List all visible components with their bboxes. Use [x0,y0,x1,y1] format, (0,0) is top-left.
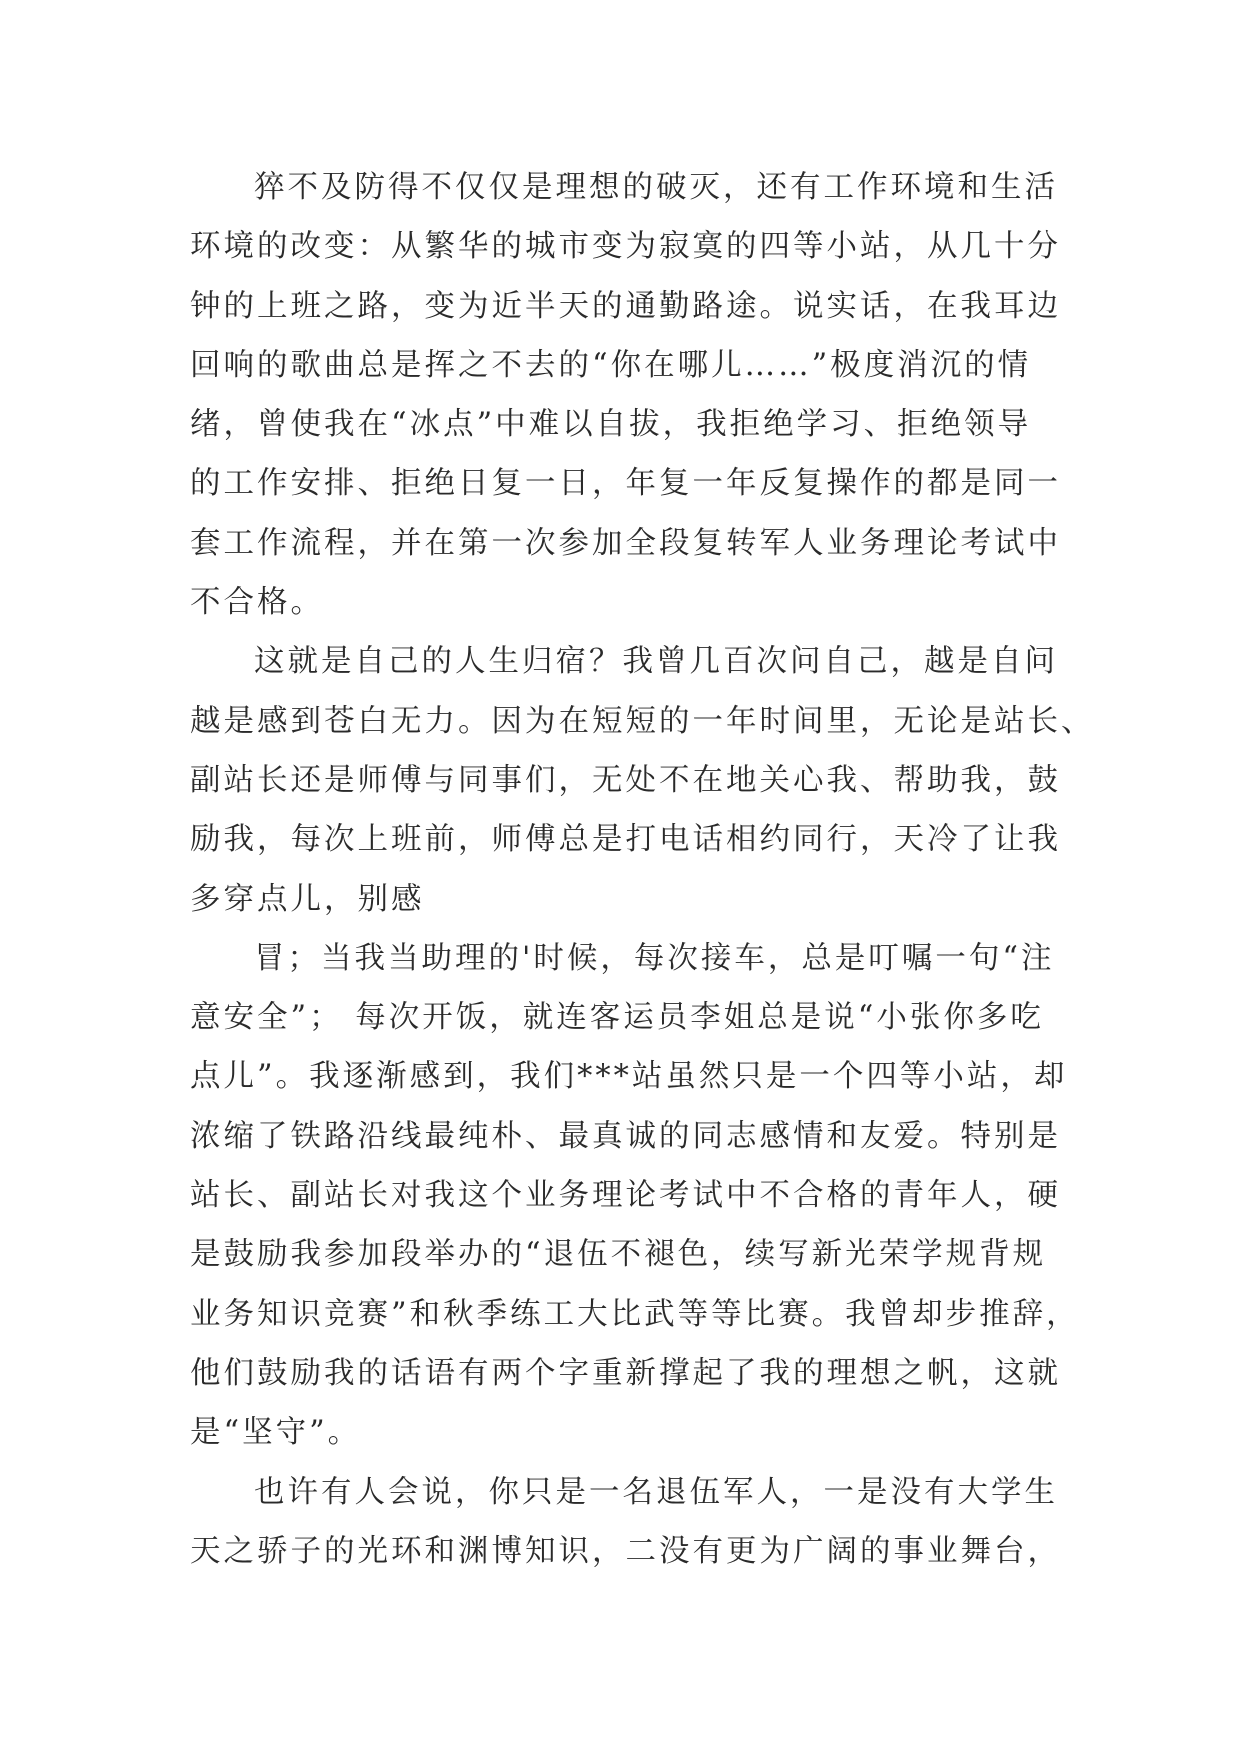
document-body [190,158,1095,1581]
paragraph [190,158,1070,632]
text-line: 站长、副站长对我这个业务理论考试中不合格的青年人，硬 [190,1178,1061,1214]
text-line: 浓缩了铁路沿线最纯朴、最真诚的同志感情和友爱。特别是 [190,1118,1061,1154]
text-line: 点儿”。我逐渐感到，我们***站虽然只是一个四等小站，却 [190,1059,1068,1095]
text-line: 他们鼓励我的话语有两个字重新撑起了我的理想之帆，这就 [190,1355,1061,1391]
text-line: 是“坚守”。 [190,1415,362,1451]
text-line: 是鼓励我参加段举办的“退伍不褪色，续写新光荣学规背规 [190,1237,1047,1273]
text-line: 副站长还是师傅与同事们，无处不在地关心我、帮助我，鼓 [190,762,1061,798]
text-line: 多穿点儿，别感 [190,881,425,917]
text-line: 天之骄子的光环和渊博知识，二没有更为广阔的事业舞台， [190,1533,1061,1569]
text-line: 环境的改变：从繁华的城市变为寂寞的四等小站，从几十分 [190,229,1061,265]
text-line: 不合格。 [190,585,324,621]
text-line: 套工作流程，并在第一次参加全段复转军人业务理论考试中 [190,525,1061,561]
text-line: 这就是自己的人生归宿？我曾几百次问自己，越是自问 [254,644,1058,680]
paragraph [190,929,1080,1463]
paragraph [190,1463,1070,1582]
text-line: 绪，曾使我在“冰点”中难以自拔，我拒绝学习、拒绝领导 [190,407,1032,443]
text-line: 励我，每次上班前，师傅总是打电话相约同行，天冷了让我 [190,822,1061,858]
text-line: 冒；当我当助理的'时候，每次接车，总是叮嘱一句“注 [254,940,1055,976]
text-line: 的工作安排、拒绝日复一日，年复一年反复操作的都是同一 [190,466,1061,502]
text-line: 也许有人会说，你只是一名退伍军人，一是没有大学生 [254,1474,1058,1510]
paragraph [190,632,1095,928]
text-line: 回响的歌曲总是挥之不去的“你在哪儿……”极度消沉的情 [190,347,1032,383]
text-line: 业务知识竞赛”和秋季练工大比武等等比赛。我曾却步推辞， [190,1296,1080,1332]
text-line: 猝不及防得不仅仅是理想的破灭，还有工作环境和生活 [254,170,1058,205]
text-line: 越是感到苍白无力。因为在短短的一年时间里，无论是站长、 [190,703,1095,739]
text-line: 钟的上班之路，变为近半天的通勤路途。说实话，在我耳边 [190,288,1061,324]
text-line: 意安全”； 每次开饭，就连客运员李姐总是说“小张你多吃 [190,1000,1044,1036]
